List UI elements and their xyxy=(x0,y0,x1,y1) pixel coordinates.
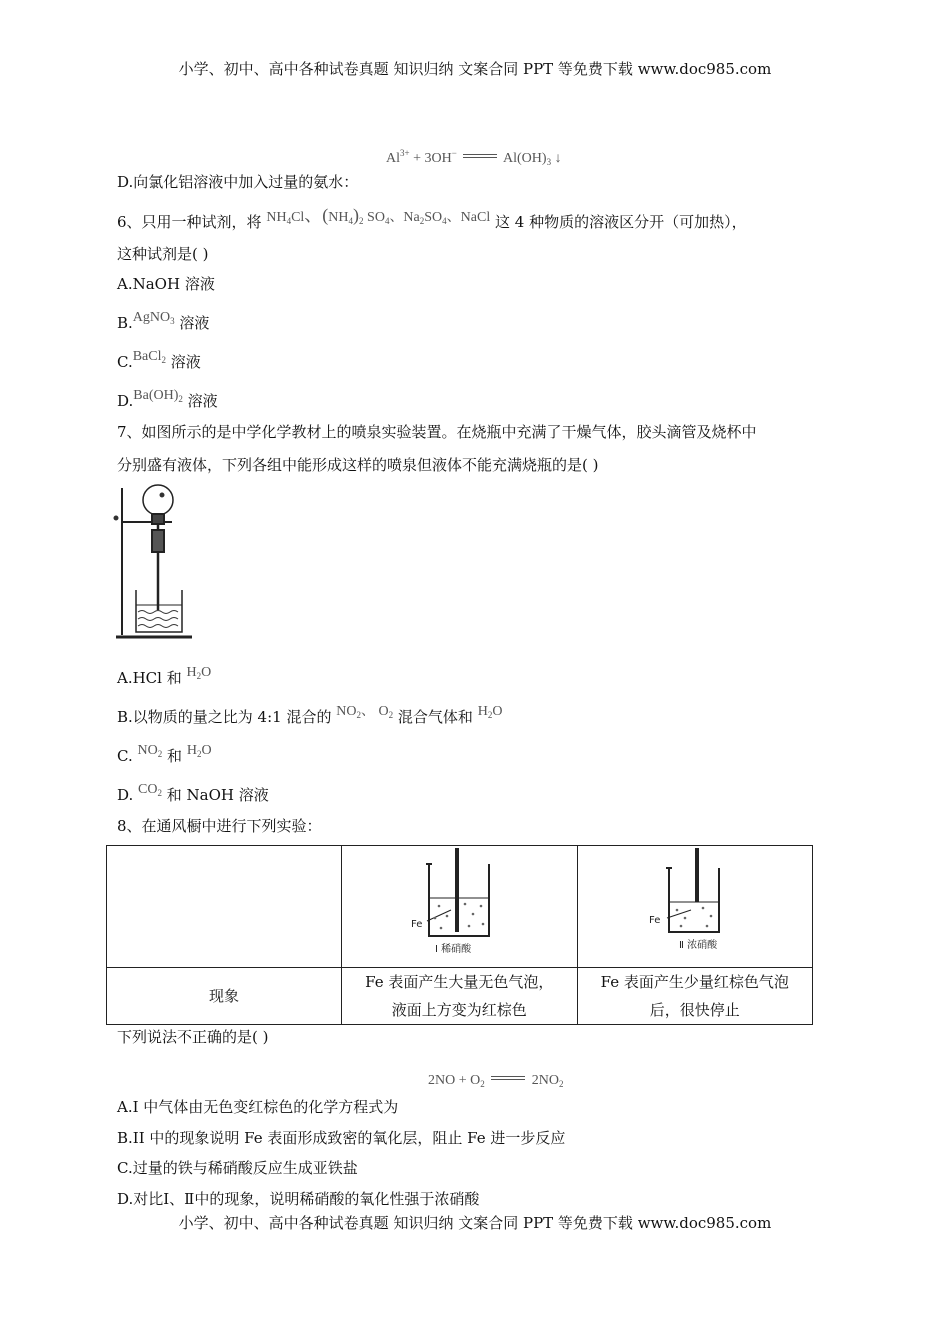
q6-option-b: B.AgNO$_3$ 溶液 xyxy=(117,310,210,332)
q8-option-d: D.对比Ⅰ、Ⅱ中的现象，说明稀硝酸的氧化性强于浓硝酸 xyxy=(117,1190,480,1208)
q8-option-c: C.过量的铁与稀硝酸反应生成亚铁盐 xyxy=(117,1159,358,1177)
fe-label-2: Fe xyxy=(648,915,661,926)
observation-dilute: Fe 表面产生大量无色气泡， 液面上方变为红棕色 xyxy=(342,968,577,1025)
q8-option-b: B.II 中的现象说明 Fe 表面形成致密的氧化层，阻止 Fe 进一步反应 xyxy=(117,1129,566,1147)
q6-option-a: A.NaOH 溶液 xyxy=(117,275,215,293)
q7-stem-line2: 分别盛有液体，下列各组中能形成这样的喷泉但液体不能充满烧瓶的是( ) xyxy=(117,456,599,474)
observation-concentrated: Fe 表面产生少量红棕色气泡 后，很快停止 xyxy=(577,968,813,1025)
q8-question: 下列说法不正确的是( ) xyxy=(117,1028,269,1046)
table-empty-cell xyxy=(107,846,342,968)
q7-stem-line1: 7、如图所示的是中学化学教材上的喷泉实验装置。在烧瓶中充满了干燥气体，胶头滴管及烧杯中 xyxy=(117,423,757,441)
q5-option-d: D.向氯化铝溶液中加入过量的氨水： xyxy=(117,173,359,191)
q7-option-b: B.以物质的量之比为 4:1 混合的 $NO_2$、 $O_2$ 混合气体和 $H_2O$ xyxy=(117,704,503,726)
q8-experiment-table xyxy=(106,845,813,1025)
q6-stem-line1: 6、只用一种试剂，将 $NH_4Cl$、$(NH_4)_2$ $SO_4$、$Na_2SO_4$、NaCl 这 4 种物质的溶液区分开（可加热）， xyxy=(117,205,747,231)
figure-concentrated-nitric xyxy=(577,846,813,968)
figure-dilute-nitric xyxy=(342,846,577,968)
beaker-dilute-diagram xyxy=(399,846,519,958)
q7-option-c: C. $NO_2$ 和 $H_2O$ xyxy=(117,743,212,765)
caption-dilute: Ⅰ 稀硝酸 xyxy=(435,944,472,955)
q7-option-d: D. $CO_2$ 和 NaOH 溶液 xyxy=(117,782,269,804)
page-header: 小学、初中、高中各种试卷真题 知识归纳 文案合同 PPT 等免费下载 www.doc985.com xyxy=(178,60,772,78)
fountain-apparatus-diagram xyxy=(112,480,202,645)
q7-option-a: A.HCl 和 $H_2O$ xyxy=(117,665,212,687)
q8-option-a: A.I 中气体由无色变红棕色的化学方程式为 xyxy=(117,1098,399,1116)
q6-option-c: C.BaCl$_2$ 溶液 xyxy=(117,349,201,371)
caption-concentrated: Ⅱ 浓硝酸 xyxy=(678,940,717,951)
beaker-concentrated-diagram xyxy=(635,846,755,958)
no-oxidation-equation: $2NO + O_2$ $2NO_2$ xyxy=(428,1073,564,1089)
q8-intro: 8、在通风橱中进行下列实验： xyxy=(117,817,322,835)
page-footer: 小学、初中、高中各种试卷真题 知识归纳 文案合同 PPT 等免费下载 www.doc985.com xyxy=(178,1214,772,1232)
q6-stem-line2: 这种试剂是( ) xyxy=(117,245,209,263)
q6-option-d: $D.Ba(OH)_2$ 溶液 xyxy=(117,388,218,410)
aluminum-hydroxide-equation: $Al^{3+} + 3OH^-$ $Al(OH)_3$ ↓ xyxy=(386,148,562,167)
row-label-phenomenon: 现象 xyxy=(107,968,342,1025)
fe-label-1: Fe xyxy=(411,919,423,930)
